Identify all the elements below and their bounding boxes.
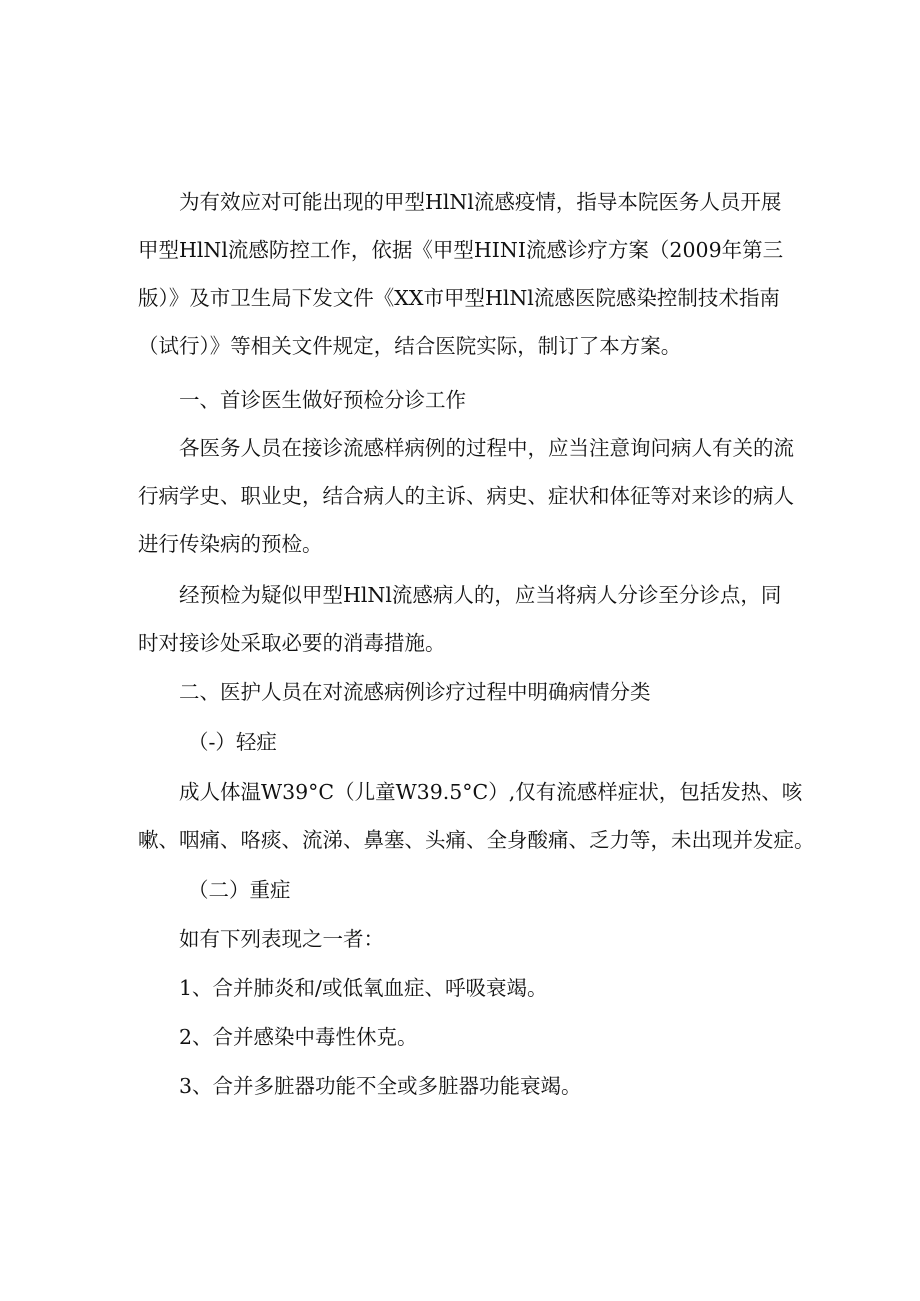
mild-paragraph — [138, 768, 815, 864]
section-1-paragraph-1 — [138, 424, 794, 568]
section-1-heading: 一、首诊医生做好预检分诊工作 — [179, 388, 466, 412]
severe-list-item-1 — [138, 964, 786, 1012]
severe-list-item-2 — [138, 1013, 786, 1061]
section-1-heading-block — [138, 376, 786, 424]
paragraph-line: 进行传染病的预检。 — [138, 532, 323, 556]
severe-intro: 如有下列表现之一者： — [179, 927, 384, 951]
severe-heading-block — [138, 866, 786, 914]
paragraph-line: 嗽、咽痛、咯痰、流涕、鼻塞、头痛、全身酸痛、乏力等，未出现并发症。 — [138, 828, 815, 852]
paragraph-line: 时对接诊处采取必要的消毒措施。 — [138, 631, 446, 655]
list-item: 2、合并感染中毒性休克。 — [179, 1025, 418, 1049]
intro-line: （试行）》等相关文件规定，结合医院实际，制订了本方案。 — [138, 334, 682, 358]
severe-intro-block — [138, 915, 786, 963]
mild-heading-block — [138, 718, 786, 766]
intro-paragraph — [138, 178, 786, 370]
section-2-heading: 二、医护人员在对流感病例诊疗过程中明确病情分类 — [179, 680, 651, 704]
mild-subheading: （-）轻症 — [188, 730, 277, 754]
paragraph-line: 成人体温W39°C（儿童W39.5°C）,仅有流感样症状，包括发热、咳 — [179, 780, 803, 804]
intro-line: 甲型HlNl流感防控工作，依据《甲型HINI流感诊疗方案（2009年第三 — [138, 238, 784, 262]
paragraph-line: 行病学史、职业史，结合病人的主诉、病史、症状和体征等对来诊的病人 — [138, 484, 794, 508]
section-2-heading-block — [138, 668, 786, 716]
list-item: 3、合并多脏器功能不全或多脏器功能衰竭。 — [179, 1074, 582, 1098]
severe-list-item-3 — [138, 1062, 786, 1110]
severe-subheading: （二）重症 — [188, 878, 291, 902]
paragraph-line: 经预检为疑似甲型HlNl流感病人的，应当将病人分诊至分诊点，同 — [179, 583, 782, 607]
section-1-paragraph-2 — [138, 571, 786, 667]
list-item: 1、合并肺炎和/或低氧血症、呼吸衰竭。 — [179, 976, 548, 1000]
intro-line: 为有效应对可能出现的甲型HlNl流感疫情，指导本院医务人员开展 — [179, 190, 782, 214]
paragraph-line: 各医务人员在接诊流感样病例的过程中，应当注意询问病人有关的流 — [179, 436, 794, 460]
intro-line: 版）》及市卫生局下发文件《XX市甲型HlNl流感医院感染控制技术指南 — [138, 286, 780, 310]
